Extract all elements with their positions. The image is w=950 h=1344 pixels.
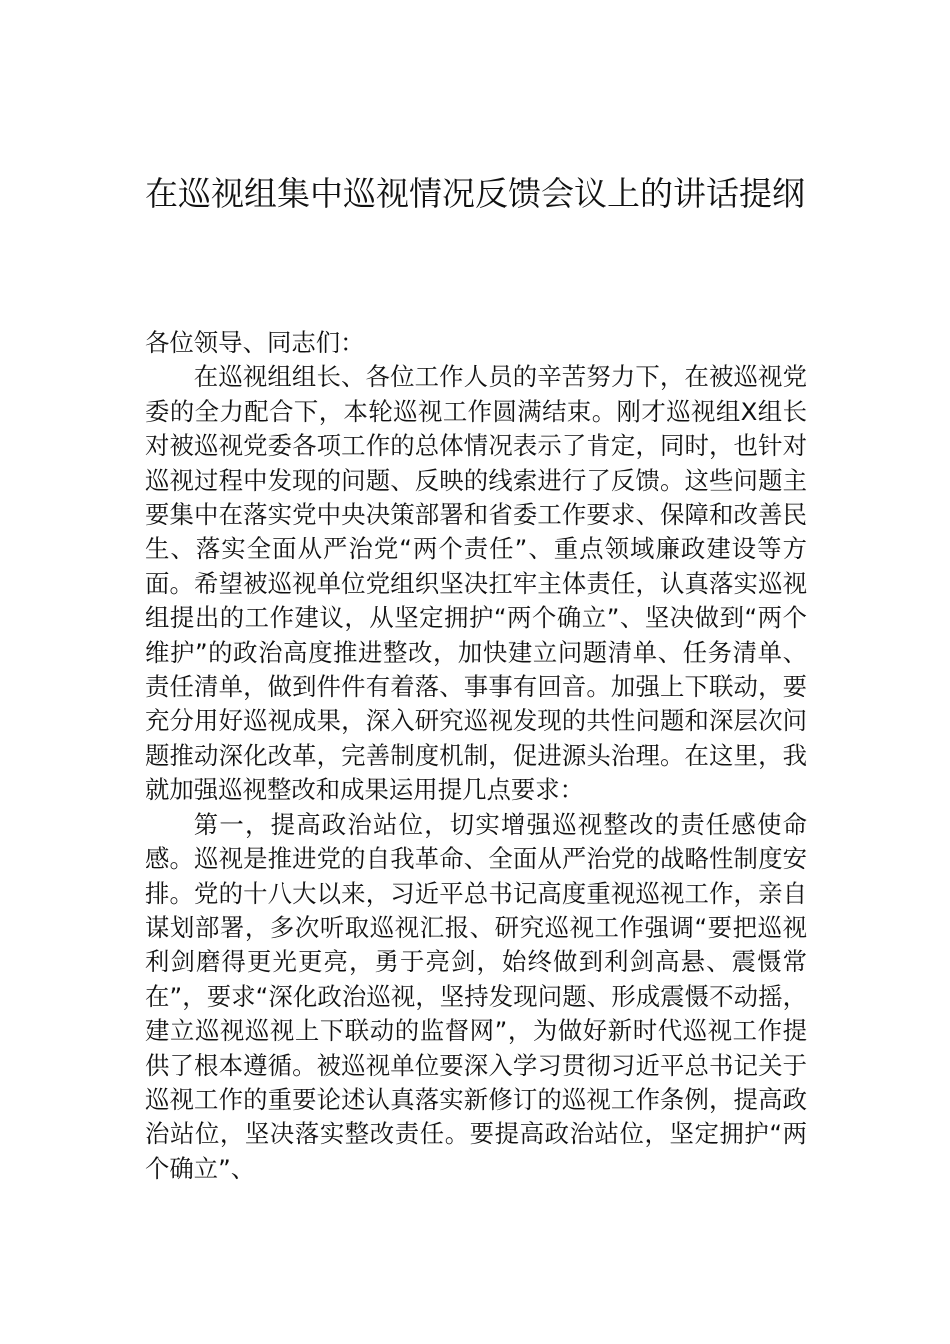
salutation: 各位领导、同志们： bbox=[145, 328, 365, 357]
paragraph-first-point: 第一，提高政治站位，切实增强巡视整改的责任感使命感。巡视是推进党的自我革命、全面从严治党的战略性制度安排。党的十八大以来，习近平总书记高度重视巡视工作，亲自谋划部署，多次听取巡视汇报、研究巡视工作强调“要把巡视利剑磨得更光更亮，勇于亮剑，始终做到利剑高悬、震慑常在”，要求“深化政治巡视，坚持发现问题、形成震慑不动摇，建立巡视巡视上下联动的监督网”，为做好新时代巡视工作提供了根本遵循。被巡视单位要深入学习贯彻习近平总书记关于巡视工作的重要论述认真落实新修订的巡视工作条例，提高政治站位，坚决落实整改责任。要提高政治站位，坚定拥护“两个确立”、 bbox=[145, 809, 807, 1183]
paragraph-intro: 在巡视组组长、各位工作人员的辛苦努力下，在被巡视党委的全力配合下，本轮巡视工作圆满结束。刚才巡视组X组长对被巡视党委各项工作的总体情况表示了肯定，同时，也针对巡视过程中发现的问题、反映的线索进行了反馈。这些问题主要集中在落实党中央决策部署和省委工作要求、保障和改善民生、落实全面从严治党“两个责任”、重点领域廉政建设等方面。希望被巡视单位党组织坚决扛牢主体责任，认真落实巡视组提出的工作建议，从坚定拥护“两个确立”、坚决做到“两个维护”的政治高度推进整改，加快建立问题清单、任务清单、责任清单，做到件件有着落、事事有回音。加强上下联动，要充分用好巡视成果，深入研究巡视发现的共性问题和深层次问题推动深化改革，完善制度机制，促进源头治理。在这里，我就加强巡视整改和成果运用提几点要求： bbox=[145, 362, 807, 805]
document-body bbox=[145, 326, 807, 1186]
document-title: 在巡视组集中巡视情况反馈会议上的讲话提纲 bbox=[145, 174, 805, 213]
